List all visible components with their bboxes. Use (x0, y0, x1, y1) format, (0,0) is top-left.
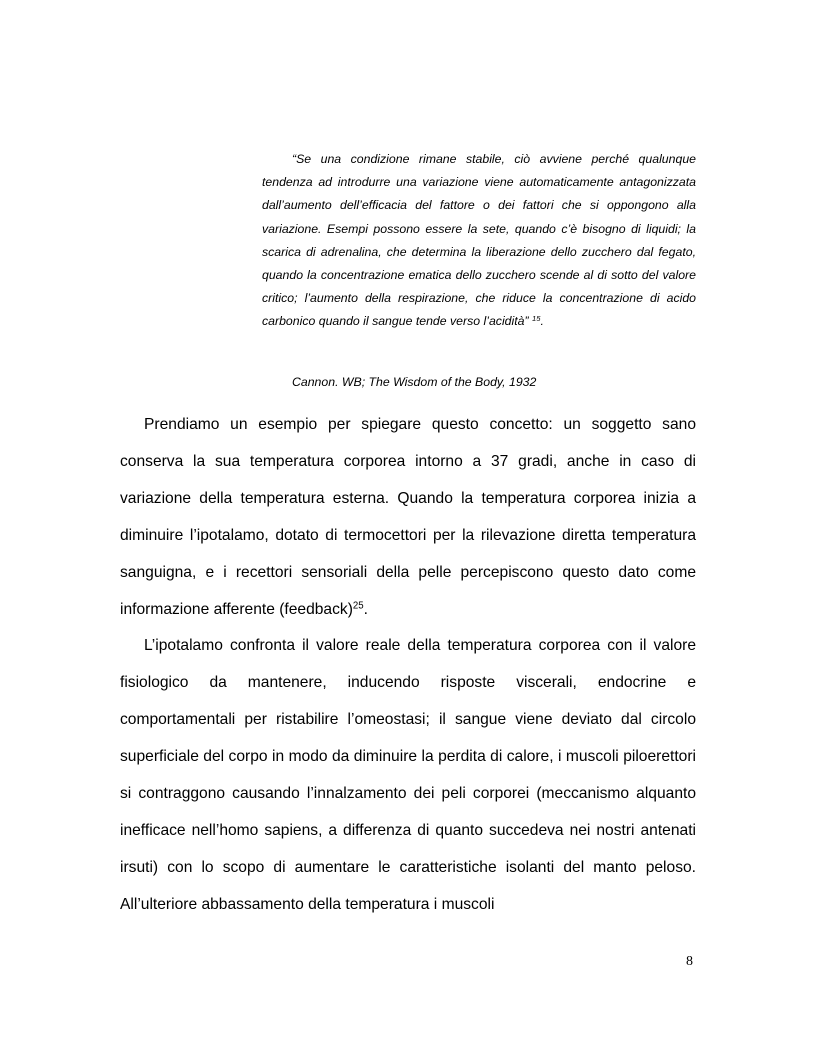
quote-text: “Se una condizione rimane stabile, ciò avviene perché qualunque tendenza ad introdurre una variazione viene automaticamente antagonizzata dall’aumento dell’efficacia del fattore o dei fattori che si oppongono alla variazione. Esempi possono essere la sete, quando c’è bisogno di liquidi; la scarica di adrenalina, che determina la liberazione dello zucchero dal fegato, quando la concentrazione ematica dello zucchero scende al di sotto del valore critico; l’aumento della respirazione, che riduce la concentrazione di acido carbonico quando il sangue tende verso l’acidità” (262, 152, 696, 329)
quote-footnote-ref[interactable]: 15 (532, 314, 541, 324)
body-paragraph-1 (120, 406, 696, 628)
paragraph-1-trailing-period: . (363, 601, 368, 618)
quote-citation: Cannon. WB; The Wisdom of the Body, 1932 (292, 375, 537, 389)
paragraph-2-text: L’ipotalamo confronta il valore reale della temperatura corporea con il valore fisiologico da mantenere, inducendo risposte viscerali, endocrine e comportamentali per ristabilire l’omeostasi; il sangue viene deviato dal circolo superficiale del corpo in modo da diminuire la perdita di calore, i muscoli piloerettori si contraggono causando l’innalzamento dei peli corporei (meccanismo alquanto inefficace nell’homo sapiens, a differenza di quanto succedeva nei nostri antenati irsuti) con lo scopo di aumentare le caratteristiche isolanti del manto peloso. All’ulteriore abbassamento della temperatura i muscoli (120, 637, 696, 913)
body-paragraph-2 (120, 627, 696, 923)
block-quote (262, 148, 696, 334)
paragraph-1-text: Prendiamo un esempio per spiegare questo concetto: un soggetto sano conserva la sua temperatura corporea intorno a 37 gradi, anche in caso di variazione della temperatura esterna. Quando la temperatura corporea inizia a diminuire l’ipotalamo, dotato di termocettori per la rilevazione diretta temperatura sanguigna, e i recettori sensoriali della pelle percepiscono questo dato come informazione afferente (feedback) (120, 416, 696, 618)
quote-trailing-period: . (540, 314, 544, 329)
paragraph-1-footnote-ref[interactable]: 25 (352, 600, 364, 612)
page-number: 8 (686, 954, 693, 969)
